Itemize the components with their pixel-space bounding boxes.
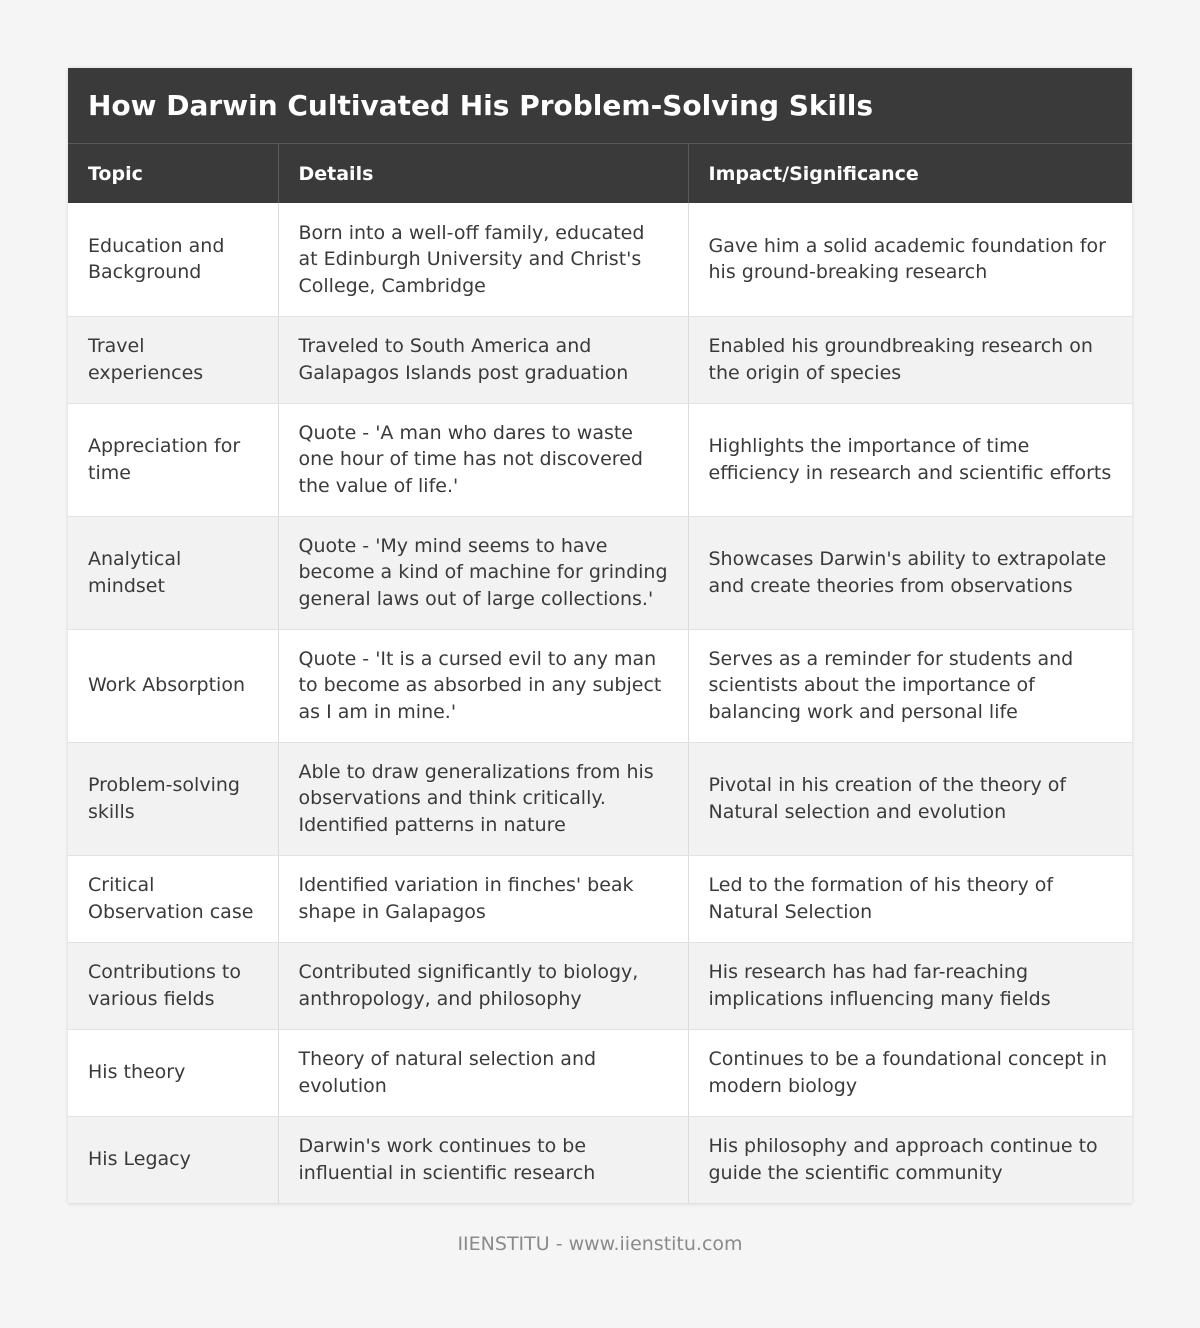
table-row [68,516,1132,629]
table-row [68,403,1132,516]
table-row [68,203,1132,316]
topic-cell: Appreciation for time [68,403,278,516]
topic-cell: Contributions to various fields [68,942,278,1029]
column-header-details: Details [278,144,688,203]
impact-cell: Showcases Darwin's ability to extrapolate and create theories from observations [688,516,1132,629]
topic-cell: Travel experiences [68,316,278,403]
table-card [68,68,1132,1204]
table-row [68,942,1132,1029]
column-header-topic: Topic [68,144,278,203]
topic-cell: Critical Observation case [68,855,278,942]
topic-cell: Analytical mindset [68,516,278,629]
column-header-impact: Impact/Significance [688,144,1132,203]
footer-credit: IIENSTITU - www.iienstitu.com [457,1233,743,1255]
details-cell: Born into a well-off family, educated at Edinburgh University and Christ's College, Cambridge [278,203,688,316]
table-row [68,855,1132,942]
details-cell: Quote - 'A man who dares to waste one hour of time has not discovered the value of life.' [278,403,688,516]
impact-cell: Serves as a reminder for students and scientists about the importance of balancing work and personal life [688,629,1132,742]
table-title: How Darwin Cultivated His Problem-Solving Skills [68,68,1132,144]
impact-cell: His research has had far-reaching implications influencing many fields [688,942,1132,1029]
impact-cell: Highlights the importance of time efficiency in research and scientific efforts [688,403,1132,516]
topic-cell: His Legacy [68,1116,278,1203]
table-row [68,1029,1132,1116]
impact-cell: His philosophy and approach continue to guide the scientific community [688,1116,1132,1203]
topic-cell: His theory [68,1029,278,1116]
table-row [68,742,1132,855]
details-cell: Identified variation in finches' beak shape in Galapagos [278,855,688,942]
details-cell: Theory of natural selection and evolution [278,1029,688,1116]
details-cell: Traveled to South America and Galapagos Islands post graduation [278,316,688,403]
impact-cell: Led to the formation of his theory of Natural Selection [688,855,1132,942]
topic-cell: Work Absorption [68,629,278,742]
details-cell: Contributed significantly to biology, anthropology, and philosophy [278,942,688,1029]
details-cell: Darwin's work continues to be influential in scientific research [278,1116,688,1203]
impact-cell: Continues to be a foundational concept in modern biology [688,1029,1132,1116]
topic-cell: Problem-solving skills [68,742,278,855]
impact-cell: Pivotal in his creation of the theory of Natural selection and evolution [688,742,1132,855]
details-cell: Able to draw generalizations from his observations and think critically. Identified patterns in nature [278,742,688,855]
table-row [68,629,1132,742]
header-row [68,144,1132,203]
table-row [68,316,1132,403]
impact-cell: Enabled his groundbreaking research on the origin of species [688,316,1132,403]
data-table [68,144,1132,1204]
details-cell: Quote - 'It is a cursed evil to any man to become as absorbed in any subject as I am in mine.' [278,629,688,742]
details-cell: Quote - 'My mind seems to have become a kind of machine for grinding general laws out of large collections.' [278,516,688,629]
impact-cell: Gave him a solid academic foundation for his ground-breaking research [688,203,1132,316]
table-row [68,1116,1132,1203]
topic-cell: Education and Background [68,203,278,316]
